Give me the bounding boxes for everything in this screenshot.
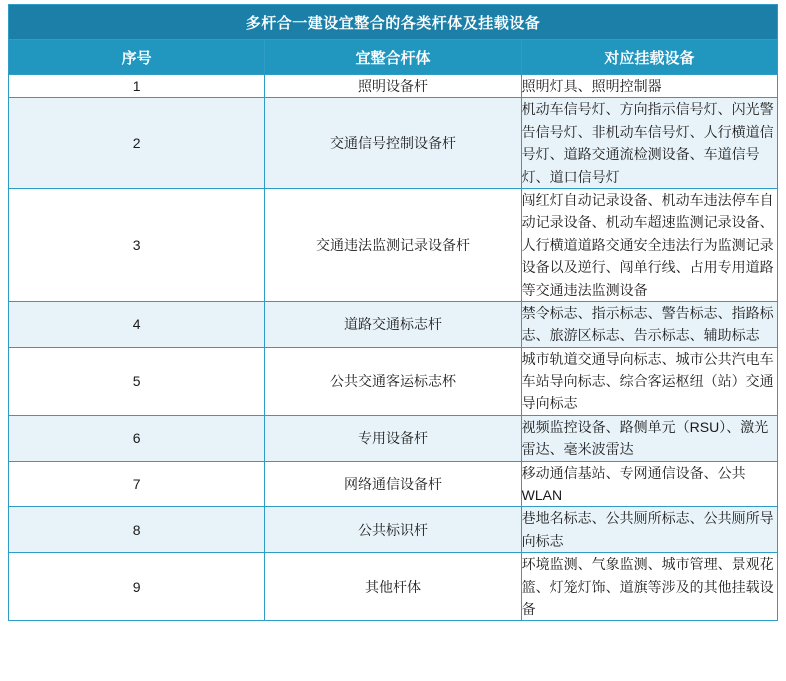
table-row [9, 188, 778, 301]
row-pole: 交通信号控制设备杆 [265, 98, 521, 189]
table-row [9, 347, 778, 415]
table-row [9, 415, 778, 461]
row-index: 7 [9, 461, 265, 507]
row-index: 1 [9, 75, 265, 98]
row-equipment: 机动车信号灯、方向指示信号灯、闪光警告信号灯、非机动车信号灯、人行横道信号灯、道路交通流检测设备、车道信号灯、道口信号灯 [521, 98, 777, 189]
table-row [9, 98, 778, 189]
table-title-row [9, 5, 778, 40]
table-row [9, 75, 778, 98]
row-pole: 专用设备杆 [265, 415, 521, 461]
table-row [9, 553, 778, 621]
row-equipment: 移动通信基站、专网通信设备、公共 WLAN [521, 461, 777, 507]
table-title: 多杆合一建设宜整合的各类杆体及挂载设备 [9, 5, 778, 40]
row-equipment: 照明灯具、照明控制器 [521, 75, 777, 98]
column-header-equipment: 对应挂载设备 [521, 40, 777, 75]
row-index: 2 [9, 98, 265, 189]
table-row [9, 461, 778, 507]
row-pole: 公共标识杆 [265, 507, 521, 553]
column-header-pole: 宜整合杆体 [265, 40, 521, 75]
pole-equipment-table [8, 4, 778, 621]
column-header-index: 序号 [9, 40, 265, 75]
row-pole: 照明设备杆 [265, 75, 521, 98]
table-row [9, 301, 778, 347]
row-equipment: 视频监控设备、路侧单元（RSU）、激光雷达、毫米波雷达 [521, 415, 777, 461]
table-row [9, 507, 778, 553]
row-pole: 网络通信设备杆 [265, 461, 521, 507]
row-index: 6 [9, 415, 265, 461]
row-pole: 其他杆体 [265, 553, 521, 621]
row-equipment: 巷地名标志、公共厕所标志、公共厕所导向标志 [521, 507, 777, 553]
row-equipment: 闯红灯自动记录设备、机动车违法停车自动记录设备、机动车超速监测记录设备、人行横道道路交通安全违法行为监测记录设备以及逆行、闯单行线、占用专用道路等交通违法监测设备 [521, 188, 777, 301]
row-index: 5 [9, 347, 265, 415]
row-equipment: 禁令标志、指示标志、警告标志、指路标志、旅游区标志、告示标志、辅助标志 [521, 301, 777, 347]
row-equipment: 环境监测、气象监测、城市管理、景观花篮、灯笼灯饰、道旗等涉及的其他挂载设备 [521, 553, 777, 621]
row-pole: 公共交通客运标志杯 [265, 347, 521, 415]
row-pole: 道路交通标志杆 [265, 301, 521, 347]
row-pole: 交通违法监测记录设备杆 [265, 188, 521, 301]
row-equipment: 城市轨道交通导向标志、城市公共汽电车车站导向标志、综合客运枢纽（站）交通导向标志 [521, 347, 777, 415]
row-index: 9 [9, 553, 265, 621]
row-index: 4 [9, 301, 265, 347]
table-header-row [9, 40, 778, 75]
row-index: 3 [9, 188, 265, 301]
row-index: 8 [9, 507, 265, 553]
